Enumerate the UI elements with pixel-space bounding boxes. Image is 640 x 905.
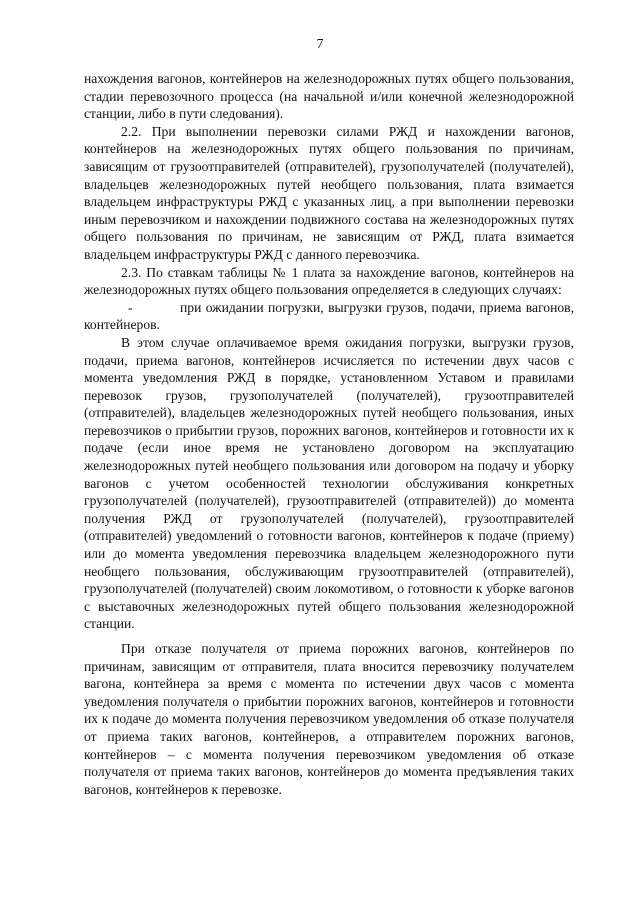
paragraph-waiting-time: В этом случае оплачиваемое время ожидания погрузки, выгрузки грузов, подачи, приема вагонов, контейнеров исчисляется по истечении двух часов с момента уведомления РЖД в порядке, установленном Уставом и правилами перевозок грузов, грузополучателей (получателей), грузоотправителей (отправителей), владельцев железнодорожных путей необщего пользования, иных перевозчиков о прибытии грузов, порожних вагонов, контейнеров и готовности их к подаче (если иное время не установлено договором на эксплуатацию железнодорожных путей необщего пользования или договором на подачу и уборку вагонов с учетом особенностей технологии обслуживания конкретных грузополучателей (получателей), грузоотправителей (отправителей)) до момента получения РЖД от грузополучателей (получателей), грузоотправителей (отправителей) уведомлений о готовности вагонов, контейнеров к подаче (приему) или до момента уведомления перевозчика владельцем железнодорожного пути необщего пользования, обслуживающим грузоотправителей (отправителей), грузополучателей (получателей) своим локомотивом, о готовности к уборке вагонов с выставочных железнодорожных путей общего пользования железнодорожной станции. [84,334,574,632]
paragraph-continuation: нахождения вагонов, контейнеров на железнодорожных путях общего пользования, стадии перевозочного процесса (на начальной и/или конечной железнодорожной станции, либо в пути следования). [84,71,574,122]
bullet-item [84,299,574,334]
paragraph-2-3: 2.3. По ставкам таблицы № 1 плата за нахождение вагонов, контейнеров на железнодорожных путях общего пользования определяется в следующих случаях: [84,264,574,298]
bullet-dash: - [128,299,133,315]
page-number: 7 [316,36,324,51]
bullet-item-text: при ожидании погрузки, выгрузки грузов, подачи, приема вагонов, контейнеров. [84,299,574,333]
paragraph-2-2: 2.2. При выполнении перевозки силами РЖД и нахождении вагонов, контейнеров на железнодорожных путях общего пользования по причинам, зависящим от грузоотправителей (отправителей), грузополучателей (получателей), владельцев железнодорожных путей необщего пользования, плата взимается владельцем инфраструктуры РЖД с указанных лиц, а при выполнении перевозки иным перевозчиком и нахождении подвижного состава на железнодорожных путях общего пользования по причинам, не зависящим от РЖД, плата взимается владельцем инфраструктуры РЖД с данного перевозчика. [84,123,574,262]
paragraph-refusal: При отказе получателя от приема порожних вагонов, контейнеров по причинам, зависящим от отправителя, плата вносится перевозчику получателем вагона, контейнера за время с момента по истечении двух часов с момента уведомления получателя о прибытии порожних вагонов, контейнеров и готовности их к подаче до момента получения перевозчиком уведомления об отказе получателя от приема таких вагонов, контейнеров, а отправителем порожних вагонов, контейнеров – с момента получения перевозчиком уведомления об отказе получателя от приема таких вагонов, контейнеров до момента предъявления таких вагонов, контейнеров к перевозке. [84,641,574,797]
document-body [84,70,574,798]
